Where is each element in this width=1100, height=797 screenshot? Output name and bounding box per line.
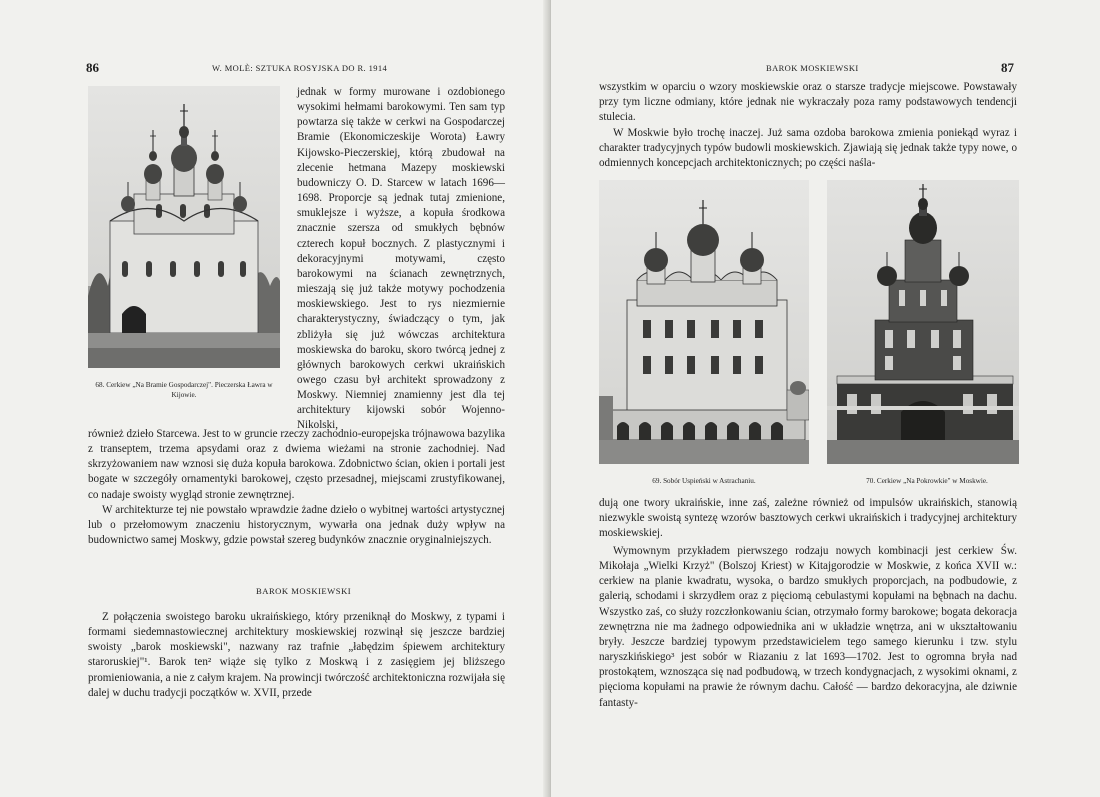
figure-70-caption: 70. Cerkiew „Na Pokrowkie" w Moskwie. <box>866 477 988 485</box>
paragraph: Z połączenia swoistego baroku ukraińskiego, który przeniknął do Moskwy, z typami i formami siedemnastowiecznej architektury moskiewskiej rozwinął się jeszcze bardziej swoisty „barok moskiewski", nazwany raz trafnie „łabędzim śpiewem architektury staroruskiej"¹. Barok ten² wiąże się tylko z Moskwą i z zasięgiem jej bliższego promieniowania, a nie z całym krajem. Na prowincji twórczość architektoniczna rozwijała się dalej w duchu tradycji początków w. XVII, przede <box>88 611 505 699</box>
paragraph: W Moskwie było trochę inaczej. Już sama ozdoba barokowa zmienia poniekąd wyraz i charakter tradycyjnych typów budowli moskiewskich. Zjawiają się jednak także typy nowe, o odmiennych koncepcjach architektonicznych; po części naśla- <box>599 127 1017 170</box>
figure-68-photo <box>88 86 280 368</box>
figure-70-photo <box>827 180 1019 464</box>
column-text: jednak w formy murowane i ozdobionego wysokimi hełmami barokowymi. Ten sam typ powtarza się także w cerkwi na Gospodarczej Bramie (Ekonomiczeskije Worota) Ławry Kijowsko-Pieczerskiej, którą zbudował na zlecenie hetmana Mazepy moskiewski budowniczy O. D. Starcew w latach 1696—1698. Proporcje są jednak tutaj zmienione, smuklejsze i wyższe, a kopuła środkowa znacznie szersza od smukłych bębnów czterech kopuł bocznych. Z plastycznymi i dekoracyjnymi motywami, często barokowymi na ścianach zewnętrznych, mieszają się już także motywy pochodzenia moskiewskiego. Jest to rys niezmiernie charakterystyczny, świadczący o tym, jak zbliżyła się już wówczas architektura moskiewska do baroku, skoro twórcą jednej z głównych barokowych cerkwi ukraińskich owego czasu był architekt sprowadzony z Moskwy. Niemniej znamienny jest dla tej architektury kijowski sobór Wojenno-Nikolski, <box>297 86 505 432</box>
figure-69-photo <box>599 180 809 464</box>
full-width-text: również dzieło Starcewa. Jest to w gruncie rzeczy zachodnio-europejska trójnawowa bazylika z transeptem, trzema apsydami oraz z dwiema wieżami na stronie zachodniej. Nad skrzyżowaniem naw wznosi się duża kopuła barokowa. Zdobnictwo ścian, okien i portali jest bogate w szczegóły ornamentyki barokowej, często przesadnej, miejscami zrustyfikowanej, co nadaje swoisty wygląd stronie zewnętrznej. <box>88 428 505 501</box>
paragraph: dują one twory ukraińskie, inne zaś, zależne również od impulsów ukraińskich, stanowią niezwykle swoistą syntezę wzorów basztowych cerkwi ukraińskich i tradycyjnej architektury moskiewskiej. <box>599 497 1017 540</box>
paragraph: wszystkim w oparciu o wzory moskiewskie oraz o starsze tradycje miejscowe. Powstawały przy tym liczne odmiany, które jednak nie wykraczały poza ramy podstawowych tendencji stulecia. <box>599 81 1017 124</box>
figure-68-caption: 68. Cerkiew „Na Bramie Gospodarczej". Pieczerska Ławra w Kijowie. <box>95 381 273 399</box>
running-head: W. MOLÈ: SZTUKA ROSYJSKA DO R. 1914 <box>212 63 388 73</box>
left-page <box>0 0 549 797</box>
section-heading: BAROK MOSKIEWSKI <box>256 586 352 596</box>
running-head: BAROK MOSKIEWSKI <box>766 63 859 73</box>
page-number: 87 <box>1001 60 1014 75</box>
page-number: 86 <box>86 60 99 75</box>
right-page <box>551 0 1100 797</box>
paragraph: W architekturze tej nie powstało wprawdzie żadne dzieło o wybitnej wartości artystycznej lub o przełomowym znaczeniu historycznym, wywarła ona jednak duży wpływ na budownictwo samej Moskwy, gdzie powstał szereg budynków znacznie oryginalniejszych. <box>88 504 505 547</box>
paragraph: Wymownym przykładem pierwszego rodzaju nowych kombinacji jest cerkiew Św. Mikołaja „Wielki Krzyż" (Bolszoj Kriest) w Kitajgorodzie w Moskwie, z końca XVII w.: cerkiew na planie kwadratu, wysoka, o bardzo smukłych proporcjach, na podbudowie, z galerią, schodami i skrzydłem oraz z pięciomą cebulastymi kopułami na bębnach na dachu. Wszystko zaś, co służy rozczłonkowaniu ścian, otrzymało formy barokowe; bogata dekoracja zewnętrzna nie ma żadnego odpowiednika ani w układzie wnętrza, ani w ukształtowaniu bryły. Jeszcze bardziej typowym przedstawicielem tego samego kierunku i tzw. stylu naryszkińskiego³ jest sobór w Riazaniu z lat 1693—1702. Jest to ogromna bryła nad prostokątem, wznosząca się nad podbudową, w trzech kondygnacjach, z wysokimi oknami, z pięcioma kopułami na prawie że równym dachu. Całość — bardzo dekoracyjna, ale dziwnie fantasty- <box>599 545 1017 709</box>
figure-69-caption: 69. Sobór Uspieński w Astrachaniu. <box>652 477 756 485</box>
